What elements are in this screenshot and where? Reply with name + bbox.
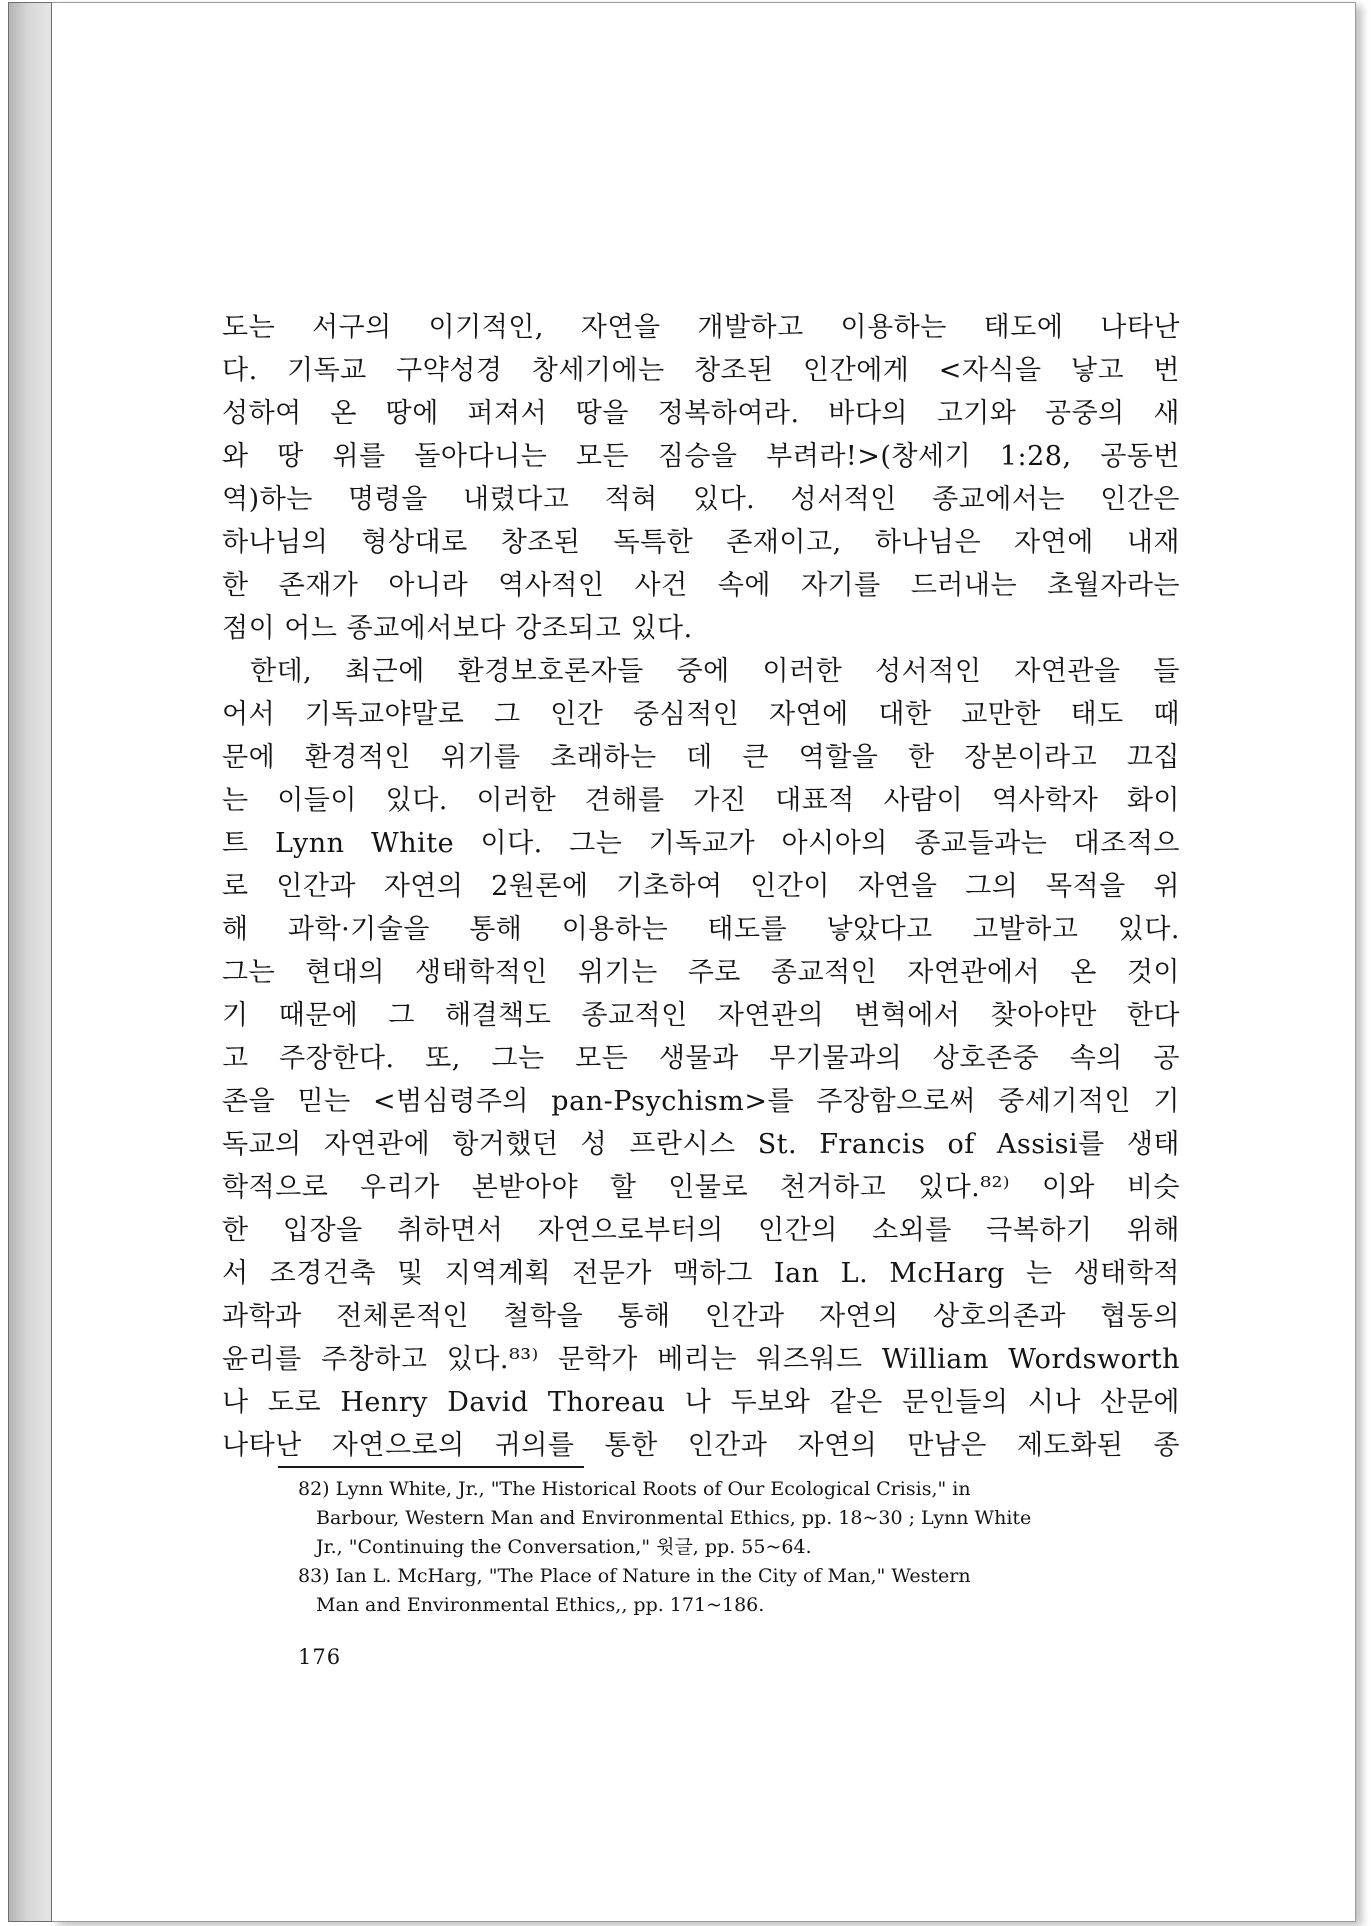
- footnotes: [298, 1475, 1158, 1620]
- footnote-82-continued: Barbour, Western Man and Environmental Ethics, pp. 18~30 ; Lynn White: [316, 1507, 1032, 1529]
- body-line: 도는 서구의 이기적인, 자연을 개발하고 이용하는 태도에 나타난: [222, 312, 1180, 343]
- body-line: 해 과학·기술을 통해 이용하는 태도를 낳았다고 고발하고 있다.: [222, 914, 1180, 945]
- body-line: 트 Lynn White 이다. 그는 기독교가 아시아의 종교들과는 대조적으: [222, 828, 1180, 859]
- body-line: 로 인간과 자연의 2원론에 기초하여 인간이 자연을 그의 목적을 위: [222, 871, 1180, 902]
- body-line: 나타난 자연으로의 귀의를 통한 인간과 자연의 만남은 제도화된 종: [222, 1430, 1180, 1461]
- paragraph-start-line: 한데, 최근에 환경보호론자들 중에 이러한 성서적인 자연관을 들: [250, 656, 1180, 687]
- body-line: 문에 환경적인 위기를 초래하는 데 큰 역할을 한 장본이라고 끄집: [222, 742, 1180, 773]
- footnote-divider: [278, 1466, 584, 1468]
- body-text: [222, 306, 1180, 1467]
- body-line: 그는 현대의 생태학적인 위기는 주로 종교적인 자연관에서 온 것이: [222, 957, 1180, 988]
- body-line: 서 조경건축 및 지역계획 전문가 맥하그 Ian L. McHarg 는 생태학적: [222, 1258, 1180, 1289]
- body-line: 한 존재가 아니라 역사적인 사건 속에 자기를 드러내는 초월자라는: [222, 570, 1180, 601]
- body-line: 점이 어느 종교에서보다 강조되고 있다.: [222, 613, 693, 644]
- body-line: 어서 기독교야말로 그 인간 중심적인 자연에 대한 교만한 태도 때: [222, 699, 1180, 730]
- body-line: 존을 믿는 <범심령주의 pan-Psychism>를 주장함으로써 중세기적인 기: [222, 1086, 1180, 1117]
- book-spine: [8, 2, 52, 1922]
- body-line: 역)하는 명령을 내렸다고 적혀 있다. 성서적인 종교에서는 인간은: [222, 484, 1180, 515]
- footnote-83-continued: Man and Environmental Ethics,, pp. 171~186.: [316, 1594, 765, 1616]
- body-line: 윤리를 주창하고 있다.⁸³⁾ 문학가 베리는 워즈워드 William Wordsworth: [222, 1344, 1180, 1375]
- body-line: 하나님의 형상대로 창조된 독특한 존재이고, 하나님은 자연에 내재: [222, 527, 1180, 558]
- body-line: 한 입장을 취하면서 자연으로부터의 인간의 소외를 극복하기 위해: [222, 1215, 1180, 1246]
- body-line: 다. 기독교 구약성경 창세기에는 창조된 인간에게 <자식을 낳고 번: [222, 355, 1180, 386]
- page-number: 176: [298, 1645, 342, 1669]
- body-line: 기 때문에 그 해결책도 종교적인 자연관의 변혁에서 찾아야만 한다: [222, 1000, 1180, 1031]
- body-line: 는 이들이 있다. 이러한 견해를 가진 대표적 사람이 역사학자 화이: [222, 785, 1180, 816]
- body-line: 성하여 온 땅에 퍼져서 땅을 정복하여라. 바다의 고기와 공중의 새: [222, 398, 1180, 429]
- body-line: 독교의 자연관에 항거했던 성 프란시스 St. Francis of Assisi를 생태: [222, 1129, 1180, 1160]
- footnote-83: 83) Ian L. McHarg, "The Place of Nature in the City of Man," Western: [298, 1565, 971, 1587]
- body-line: 과학과 전체론적인 철학을 통해 인간과 자연의 상호의존과 협동의: [222, 1301, 1180, 1332]
- footnote-82: 82) Lynn White, Jr., "The Historical Roots of Our Ecological Crisis," in: [298, 1478, 971, 1500]
- body-line: 학적으로 우리가 본받아야 할 인물로 천거하고 있다.⁸²⁾ 이와 비슷: [222, 1172, 1180, 1203]
- footnote-82-continued: Jr., "Continuing the Conversation," 윗글, pp. 55~64.: [316, 1536, 812, 1558]
- body-line: 와 땅 위를 돌아다니는 모든 짐승을 부려라!>(창세기 1:28, 공동번: [222, 441, 1180, 472]
- body-line: 나 도로 Henry David Thoreau 나 두보와 같은 문인들의 시나 산문에: [222, 1387, 1180, 1418]
- body-line: 고 주장한다. 또, 그는 모든 생물과 무기물과의 상호존중 속의 공: [222, 1043, 1180, 1074]
